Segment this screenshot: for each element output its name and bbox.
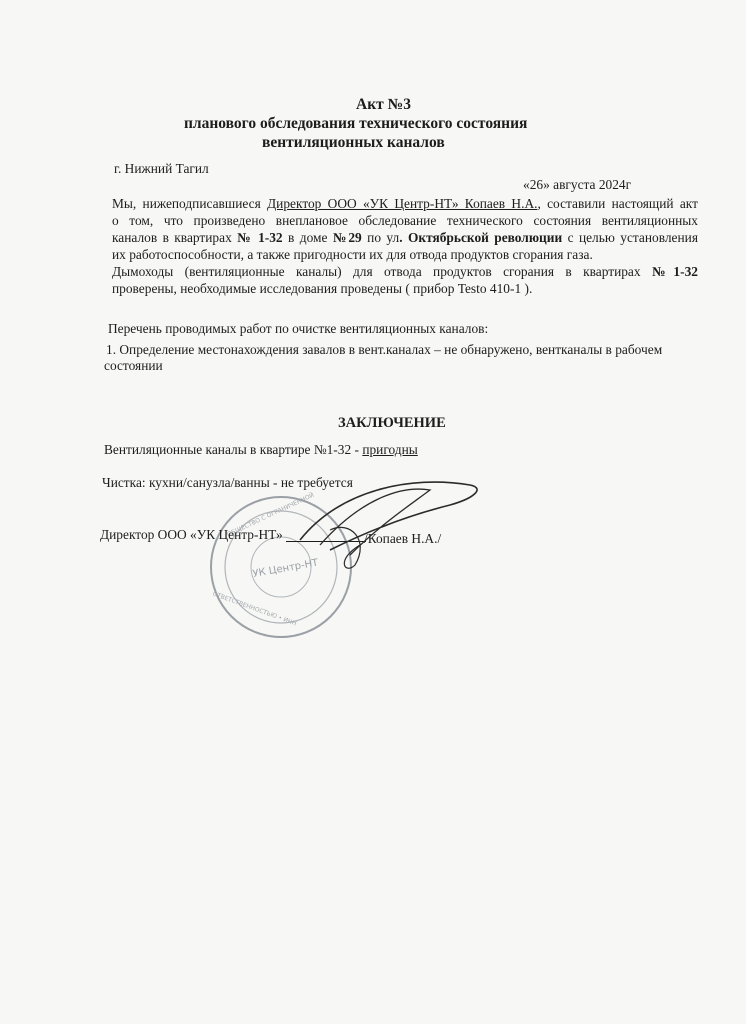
intro-line-5 (112, 263, 698, 280)
act-subtitle-1: планового обследования технического состояния (184, 115, 528, 132)
intro-text: с целью установления (567, 230, 698, 245)
intro-text: каналов в квартирах (112, 230, 232, 245)
apartments-range: № 1-32 (237, 230, 283, 245)
intro-text: Мы, нижеподписавшиеся (112, 196, 261, 211)
signer-position: Директор ООО «УК Центр-НТ» (100, 527, 283, 542)
intro-paragraph (112, 195, 698, 297)
intro-text: по ул (367, 230, 400, 245)
intro-line-6: проверены, необходимые исследования проведены ( прибор Testo 410-1 ). (112, 281, 533, 296)
svg-text:ОБЩЕСТВО С ОГРАНИЧЕННОЙ: ОБЩЕСТВО С ОГРАНИЧЕННОЙ (226, 492, 316, 539)
conclusion-text: Вентиляционные каналы в квартире №1-32 - (104, 442, 363, 457)
svg-text:УК Центр-НТ: УК Центр-НТ (251, 557, 320, 580)
signer-name: Директор ООО «УК Центр-НТ» Копаев Н.А. (267, 196, 538, 211)
act-subtitle-2: вентиляционных каналов (262, 134, 445, 151)
work-item-line-2: состоянии (104, 358, 163, 373)
intro-line-1 (112, 195, 698, 212)
place: г. Нижний Тагил (114, 161, 209, 176)
act-title: Акт №3 (356, 96, 411, 113)
intro-line-2: о том, что произведено внеплановое обследование технического состояния вентиляционных (112, 213, 698, 228)
intro-text: Дымоходы (вентиляционные каналы) для отвода продуктов сгорания в квартирах (112, 264, 641, 279)
verdict: пригодны (362, 442, 418, 457)
intro-text: в доме (288, 230, 328, 245)
apartments-range: №1-32 (651, 264, 698, 279)
conclusion-line-1 (104, 441, 418, 458)
date: «26» августа 2024г (523, 177, 632, 192)
work-item-line-1: 1. Определение местонахождения завалов в вент.каналах – не обнаружено, вентканалы в рабочем (106, 342, 663, 357)
intro-line-3 (112, 229, 698, 246)
intro-line-4: их работоспособности, а также пригодности их для отвода продуктов сгорания газа. (112, 247, 593, 262)
svg-text:ОТВЕТСТВЕННОСТЬЮ • ИНН: ОТВЕТСТВЕННОСТЬЮ • ИНН (211, 590, 298, 628)
conclusion-heading: ЗАКЛЮЧЕНИЕ (338, 415, 446, 431)
handwritten-signature (260, 470, 490, 580)
house-number: №29 (332, 230, 362, 245)
intro-text: , составили настоящий акт (537, 196, 698, 211)
signer-name-signature: /Копаев Н.А./ (364, 531, 442, 546)
street-name: . Октябрьской революции (399, 230, 563, 245)
conclusion-line-2: Чистка: кухни/санузла/ванны - не требуется (102, 475, 353, 490)
works-header: Перечень проводимых работ по очистке вентиляционных каналов: (108, 321, 489, 336)
